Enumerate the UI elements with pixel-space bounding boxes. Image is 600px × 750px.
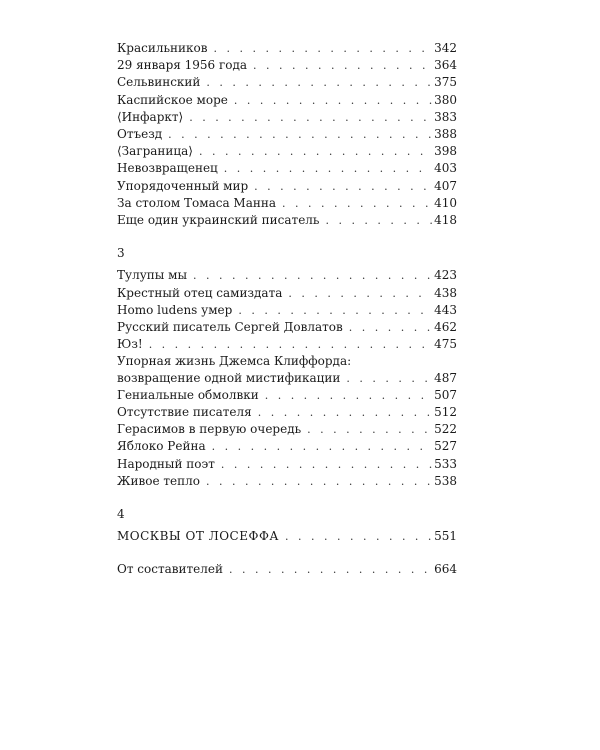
toc-entry-title: Отъезд — [117, 127, 163, 142]
toc-entry-title: Каспийское море — [117, 92, 228, 107]
toc-entry[interactable] — [117, 92, 457, 109]
dot-leader — [254, 179, 432, 195]
dot-leader — [224, 161, 432, 177]
toc-entry-page: 507 — [434, 387, 457, 402]
toc-entry-title: Гениальные обмолвки — [117, 387, 259, 402]
toc-entry-title: Невозвращенец — [117, 161, 218, 176]
toc-entry-page: 512 — [434, 405, 457, 420]
toc-entry[interactable] — [117, 421, 457, 438]
dot-leader — [285, 529, 432, 545]
dot-leader — [282, 196, 432, 212]
toc-entry-page: 423 — [434, 268, 457, 283]
dot-leader — [212, 439, 432, 455]
toc-entry-title: Юз! — [117, 337, 143, 352]
dot-leader — [234, 93, 432, 109]
toc-entry[interactable] — [117, 528, 457, 545]
dot-leader — [346, 371, 432, 387]
dot-leader — [199, 144, 432, 160]
toc-entry-title: Живое тепло — [117, 473, 200, 488]
toc-entry-title: Красильников — [117, 41, 208, 55]
dot-leader — [265, 388, 432, 404]
toc-entry-page: 398 — [434, 144, 457, 159]
toc-entry-title-line-1: Упорная жизнь Джемса Клиффорда: — [117, 354, 352, 369]
toc-entry-page: 407 — [434, 178, 457, 193]
toc-entry-title: 29 января 1956 года — [117, 58, 248, 73]
section-number-4: 4 — [117, 507, 125, 522]
dot-leader — [288, 286, 432, 302]
toc-entry-page: 462 — [434, 320, 457, 335]
toc-entry[interactable] — [117, 160, 457, 177]
toc-entry[interactable] — [117, 561, 457, 578]
toc-entry-page: 664 — [434, 562, 457, 577]
toc-entry-page: 443 — [434, 302, 457, 317]
toc-entry-page: 527 — [434, 439, 457, 454]
table-of-contents — [117, 40, 457, 579]
toc-entry[interactable] — [117, 74, 457, 91]
toc-entry[interactable] — [117, 438, 457, 455]
toc-entry-title: Крестный отец самиздата — [117, 285, 283, 300]
toc-entry[interactable] — [117, 178, 457, 195]
dot-leader — [213, 41, 432, 57]
spacer — [117, 545, 457, 561]
toc-entry-page: 388 — [434, 127, 457, 142]
dot-leader — [189, 110, 432, 126]
toc-section-3 — [117, 267, 457, 490]
toc-entry-title: ⟨Инфаркт⟩ — [117, 109, 184, 124]
toc-entry-title: Homo ludens умер — [117, 302, 233, 317]
toc-entry-title: За столом Томаса Манна — [117, 195, 277, 210]
toc-entry-multiline[interactable] — [117, 353, 457, 386]
toc-entry[interactable] — [117, 40, 457, 57]
toc-entry-page: 522 — [434, 422, 457, 437]
dot-leader — [238, 303, 432, 319]
dot-leader — [168, 127, 432, 143]
dot-leader — [253, 58, 432, 74]
toc-entry-page: 551 — [434, 529, 457, 544]
toc-entry-page: 364 — [434, 58, 457, 73]
toc-entry-title: ⟨Заграница⟩ — [117, 144, 193, 159]
toc-entry[interactable] — [117, 126, 457, 143]
toc-entry-title: Сельвинский — [117, 75, 201, 90]
toc-entry-page: 487 — [434, 370, 457, 385]
toc-entry-title: Русский писатель Сергей Довлатов — [117, 320, 343, 335]
dot-leader — [229, 562, 432, 578]
dot-leader — [149, 337, 432, 353]
toc-entry[interactable] — [117, 212, 457, 229]
toc-entry-page: 403 — [434, 161, 457, 176]
toc-entry-title: МОСКВЫ ОТ ЛОСЕФФА — [117, 529, 279, 544]
toc-group-continued — [117, 40, 457, 229]
toc-entry-page: 418 — [434, 213, 457, 228]
toc-entry-page: 538 — [434, 473, 457, 488]
toc-entry-page: 383 — [434, 109, 457, 124]
toc-entry[interactable] — [117, 473, 457, 490]
toc-entry[interactable] — [117, 387, 457, 404]
toc-entry[interactable] — [117, 143, 457, 160]
toc-entry-title: Народный поэт — [117, 456, 215, 471]
dot-leader — [258, 405, 432, 421]
toc-entry-title: Тулупы мы — [117, 268, 187, 283]
dot-leader — [221, 457, 432, 473]
toc-entry[interactable] — [117, 456, 457, 473]
dot-leader — [349, 320, 432, 336]
toc-entry-title: Еще один украинский писатель — [117, 213, 320, 228]
toc-entry-page: 380 — [434, 92, 457, 107]
dot-leader — [307, 422, 432, 438]
toc-section-4 — [117, 528, 457, 545]
toc-entry-page: 375 — [434, 75, 457, 90]
dot-leader — [193, 268, 432, 284]
toc-entry-continuation — [117, 370, 457, 387]
dot-leader — [325, 213, 432, 229]
toc-entry-page: 475 — [434, 337, 457, 352]
toc-entry-title: Отсутствие писателя — [117, 405, 252, 420]
toc-entry-title: От составителей — [117, 562, 223, 577]
toc-entry-page: 438 — [434, 285, 457, 300]
toc-entry[interactable] — [117, 319, 457, 336]
toc-entry[interactable] — [117, 404, 457, 421]
toc-entry-page: 410 — [434, 195, 457, 210]
toc-closing — [117, 561, 457, 578]
toc-entry[interactable] — [117, 267, 457, 284]
toc-entry[interactable] — [117, 302, 457, 319]
toc-entry-title: Герасимов в первую очередь — [117, 422, 302, 437]
dot-leader — [206, 474, 432, 490]
toc-entry-title: Яблоко Рейна — [117, 439, 206, 454]
toc-entry[interactable] — [117, 336, 457, 353]
toc-entry-page: 342 — [434, 41, 457, 55]
section-number-3: 3 — [117, 246, 125, 261]
toc-entry-page: 533 — [434, 456, 457, 471]
toc-entry[interactable] — [117, 285, 457, 302]
toc-entry[interactable] — [117, 57, 457, 74]
toc-entry[interactable] — [117, 109, 457, 126]
toc-entry-title: Упорядоченный мир — [117, 178, 249, 193]
toc-entry[interactable] — [117, 195, 457, 212]
dot-leader — [206, 75, 432, 91]
toc-entry-title-line-2: возвращение одной мистификации — [117, 370, 341, 385]
